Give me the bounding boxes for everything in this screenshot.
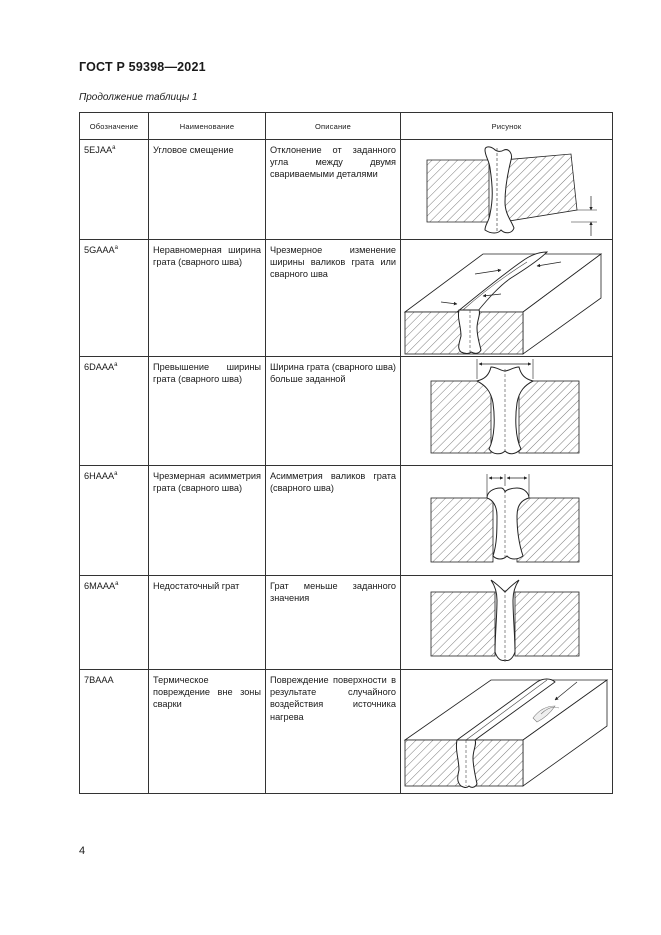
table-row: [80, 466, 613, 576]
defect-figure: [401, 576, 613, 670]
page-number: 4: [79, 845, 86, 857]
defect-name: Неравномерная ширина грата (сварного шва): [149, 240, 266, 357]
defect-description: Ширина грата (сварного шва) больше заданной: [266, 357, 401, 466]
footnote-mark: а: [114, 245, 118, 251]
defect-name: Чрезмерная асимметрия грата (сварного шва): [149, 466, 266, 576]
defect-description: Отклонение от заданного угла между двумя свариваемыми деталями: [266, 140, 401, 240]
footnote-mark: а: [114, 471, 118, 477]
standard-title: ГОСТ Р 59398—2021: [79, 60, 206, 74]
defect-code: $6DAAA^а$: [80, 357, 149, 466]
defects-table: [79, 112, 613, 794]
footnote-mark: а: [112, 145, 116, 151]
defect-code: $6HAAA^а$: [80, 466, 149, 576]
column-header-name: Наименование: [149, 113, 266, 140]
column-header-code: Обозначение: [80, 113, 149, 140]
defect-code: 7BAAA: [80, 670, 149, 794]
defect-figure: [401, 670, 613, 794]
insufficient-bead-drawing: [401, 576, 611, 669]
table-row: [80, 357, 613, 466]
uneven-bead-drawing: [401, 240, 611, 356]
defect-figure: [401, 140, 613, 240]
table-header-row: [80, 113, 613, 140]
defect-description: Асимметрия валиков грата (сварного шва): [266, 466, 401, 576]
table-row: [80, 240, 613, 357]
column-header-figure: Рисунок: [401, 113, 613, 140]
defect-code: $5EJAA^а$: [80, 140, 149, 240]
defect-figure: [401, 466, 613, 576]
table-row: [80, 670, 613, 794]
defect-description: Грат меньше заданного значения: [266, 576, 401, 670]
angular-misalignment-drawing: [401, 140, 611, 239]
defect-code: $5GAAA^а$: [80, 240, 149, 357]
defect-figure: [401, 357, 613, 466]
table-row: [80, 576, 613, 670]
defect-description: Чрезмерное изменение ширины валиков грата или сварного шва: [266, 240, 401, 357]
defect-name: Угловое смещение: [149, 140, 266, 240]
defect-code: $6MAAA^а$: [80, 576, 149, 670]
excessive-bead-width-drawing: [401, 357, 611, 465]
footnote-mark: а: [115, 581, 119, 587]
defect-name: Превышение ширины грата (сварного шва): [149, 357, 266, 466]
table-caption: Продолжение таблицы 1: [79, 92, 198, 103]
footnote-mark: а: [114, 362, 118, 368]
defect-name: Термическое повреждение вне зоны сварки: [149, 670, 266, 794]
defect-figure: [401, 240, 613, 357]
defect-name: Недостаточный грат: [149, 576, 266, 670]
bead-asymmetry-drawing: [401, 466, 611, 575]
thermal-damage-drawing: [401, 670, 611, 793]
column-header-description: Описание: [266, 113, 401, 140]
table-row: [80, 140, 613, 240]
defect-description: Повреждение поверхности в результате случайного воздействия источника нагрева: [266, 670, 401, 794]
